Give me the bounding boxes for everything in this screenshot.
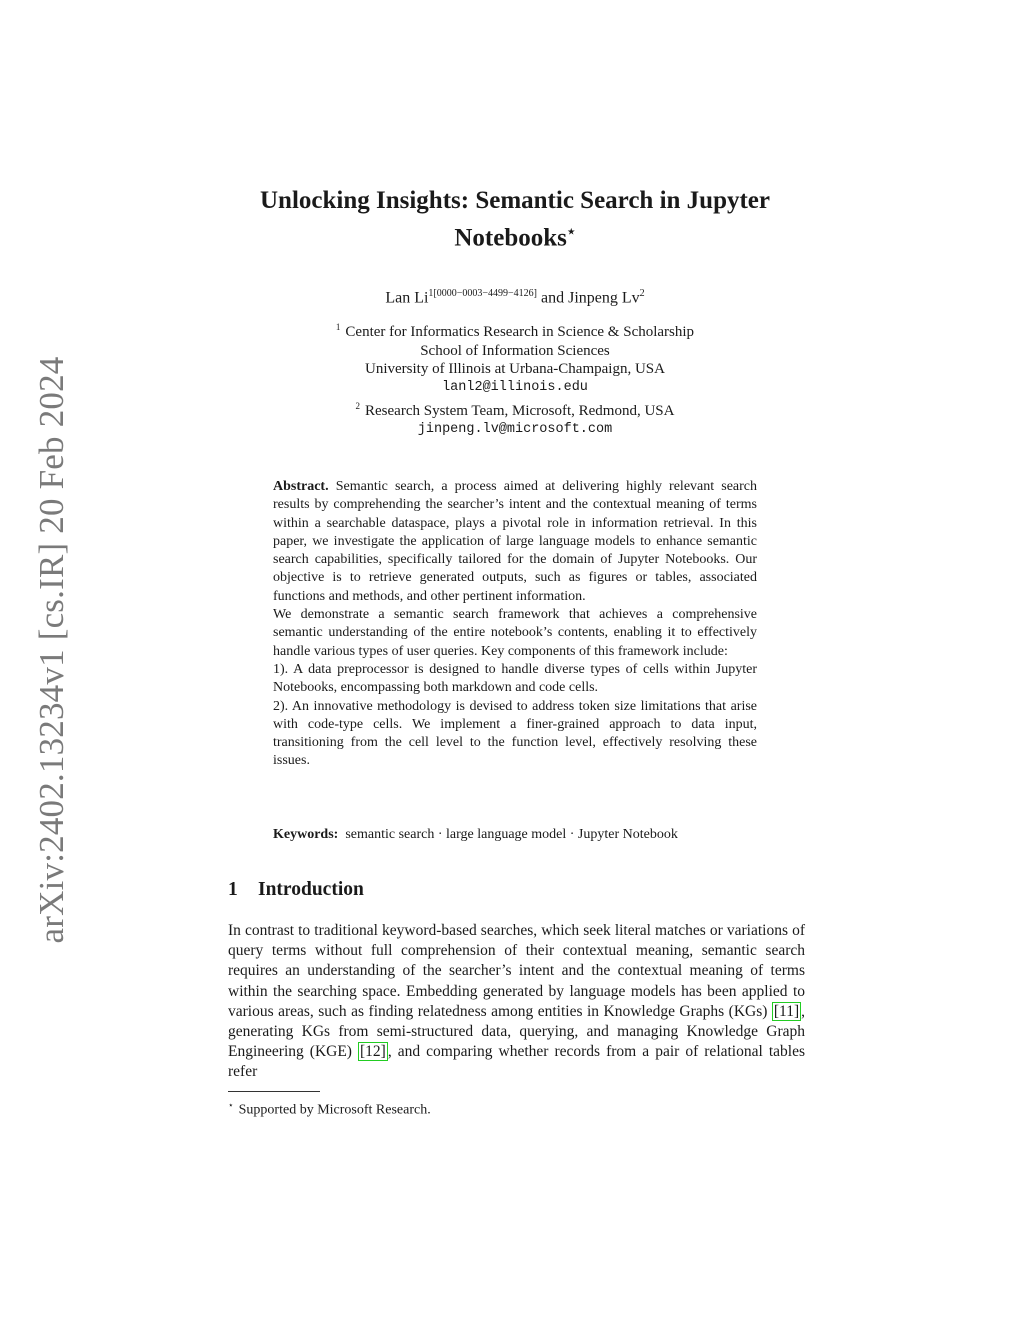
author-2: and Jinpeng Lv [537, 289, 640, 307]
abstract-text-1: Semantic search, a process aimed at delivering highly relevant search results by comprehending the searcher’s intent and the contextual meaning of terms within a searchable dataspace, plays a pivotal role in information retrieval. In this paper, we investigate the application of large language models to enhance semantic search capabilities, specifically tailored for the domain of Jupyter Notebooks. Our objective is to retrieve generated outputs, such as figures or tables, associated functions and methods, and other pertinent information. [273, 479, 758, 604]
paper-title [200, 185, 830, 254]
abstract-label: Abstract. [273, 479, 329, 494]
abstract-paragraph-1 [273, 478, 757, 606]
citation-link-12[interactable]: [12] [360, 1043, 386, 1061]
affiliation-2-email[interactable]: jinpeng.lv@microsoft.com [417, 421, 613, 437]
keywords [273, 826, 757, 844]
affiliations [200, 318, 830, 439]
keywords-label: Keywords: [273, 827, 339, 842]
intro-text-1: In contrast to traditional keyword-based searches, which seek literal matches or variations of query terms without full comprehension of their contextual meaning, semantic search requires an understanding of the searcher’s intent and the contextual meaning of terms within the searching space. Embedding generated by language models has been applied to various areas, such as finding relatedness among entities in Knowledge Graphs (KGs) [228, 922, 805, 1020]
footnote-mark: ⋆ [228, 1100, 234, 1110]
author-2-affil: 2 [639, 288, 645, 299]
section-title: Introduction [258, 879, 364, 900]
intro-text-2: , generating KGs from semi-structured data, querying, and managing Knowledge Graph Engineering (KGE) [228, 1002, 805, 1061]
title-line-2: Notebooks [454, 224, 567, 252]
intro-paragraph [228, 921, 805, 1083]
intro-text-3: , and comparing whether records from a pair of relational tables refer [228, 1043, 805, 1081]
abstract-paragraph-4: 2). An innovative methodology is devised to address token size limitations that arise with code-type cells. We implement a finer-grained approach to data input, transitioning from the cell level to the function level, effectively resolving these issues. [273, 698, 757, 769]
author-1-orcid: 1[0000−0003−4499−4126] [428, 288, 538, 299]
title-line-1: Unlocking Insights: Semantic Search in Jupyter [259, 187, 770, 214]
affiliation-2-org: Research System Team, Microsoft, Redmond, USA [365, 403, 675, 419]
footnote-text: Supported by Microsoft Research. [238, 1102, 431, 1118]
abstract-paragraph-3: 1). A data preprocessor is designed to handle diverse types of cells within Jupyter Notebooks, encompassing both markdown and code cells. [273, 661, 757, 696]
affiliation-1-email[interactable]: lanl2@illinois.edu [442, 379, 588, 395]
abstract-paragraph-2: We demonstrate a semantic search framework that achieves a comprehensive semantic understanding of the entire notebook’s contents, enabling it to effectively handle various types of user queries. Key components of this framework include: [273, 607, 757, 659]
affiliation-2-line-1 [200, 397, 830, 421]
footnote-rule [228, 1091, 320, 1092]
affiliation-1-line-1 [200, 318, 830, 342]
keywords-text: semantic search · large language model · Jupyter Notebook [345, 827, 678, 842]
affiliation-1-line-3: University of Illinois at Urbana-Champaign, USA [365, 361, 665, 377]
affiliation-1-line-2: School of Information Sciences [420, 342, 610, 359]
arxiv-identifier: arXiv:2402.13234v1 [cs.IR] 20 Feb 2024 [32, 356, 71, 944]
title-footnote-mark: ⋆ [566, 225, 576, 240]
affiliation-1-number: 1 [335, 322, 341, 332]
affiliation-1-center: Center for Informatics Research in Science & Scholarship [345, 324, 695, 340]
author-1: Lan Li [385, 289, 429, 307]
section-heading [228, 878, 364, 902]
citation-link-11[interactable]: [11] [773, 1002, 800, 1020]
affiliation-2-number: 2 [355, 401, 361, 411]
footnote [228, 1096, 431, 1120]
abstract [273, 478, 757, 771]
section-number: 1 [228, 879, 238, 900]
author-list [200, 284, 830, 308]
